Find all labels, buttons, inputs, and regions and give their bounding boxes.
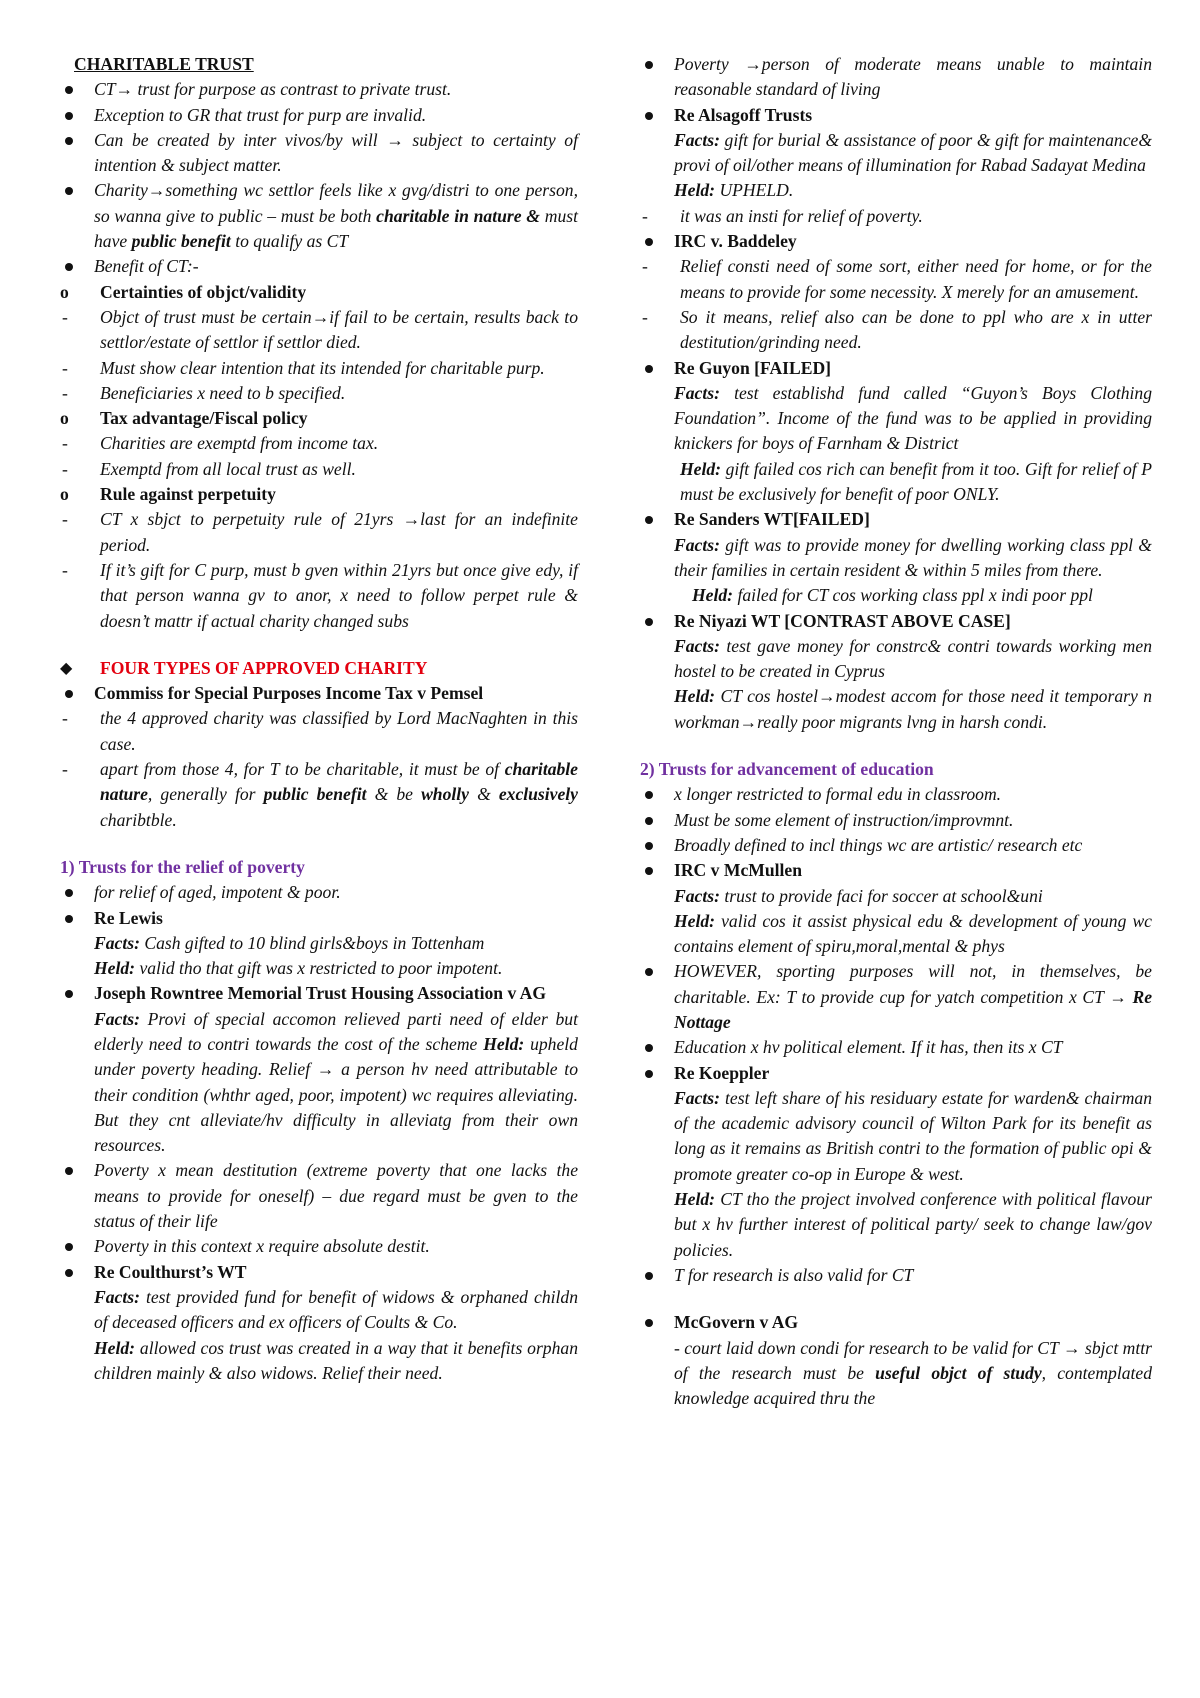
bullet-icon (640, 782, 658, 807)
bullet-icon (60, 1158, 78, 1183)
bullet-item: Benefit of CT:- (60, 254, 578, 279)
dash-icon: - (62, 433, 68, 454)
spacer (640, 1288, 1152, 1310)
bullet-item: Broadly defined to incl things wc are artistic/ research etc (640, 833, 1152, 858)
dash-item: - Must show clear intention that its intended for charitable purp. (60, 356, 578, 381)
case-detail: Held: UPHELD. (674, 180, 794, 201)
bullet-item: Can be created by inter vivos/by will → subject to certainty of intention & subject matter. (60, 128, 578, 179)
bullet-icon (60, 906, 78, 931)
bullet-icon (640, 833, 658, 858)
spacer (640, 735, 1152, 757)
bullet-icon (640, 1035, 658, 1060)
bullet-icon (60, 1234, 78, 1259)
case-heading: IRC v. Baddeley (640, 229, 1152, 254)
case-detail: Held: CT tho the project involved conference with political flavour but x hv further interest of political party/ seek to change law/gov policies. (674, 1189, 1152, 1260)
case-detail: Held: valid tho that gift was x restricted to poor impotent. (94, 958, 503, 979)
dash-icon: - (62, 509, 68, 530)
circle-bullet-icon: o (60, 408, 69, 429)
case-detail: Facts: test establishd fund called “Guyon’s Boys Clothing Foundation”. Income of the fund was to be applied in providing knickers for boys of Farnham & District (674, 382, 1152, 454)
case-detail: Held: failed for CT cos working class ppl x indi poor ppl (692, 585, 1093, 606)
dash-item: - Relief consti need of some sort, either need for home, or for the means to provide for some necessity. X merely for an amusement. (642, 256, 1152, 302)
case-heading: Re Niyazi WT [CONTRAST ABOVE CASE] (640, 609, 1152, 634)
bullet-item: HOWEVER, sporting purposes will not, in themselves, be charitable. Ex: T to provide cup for yatch competition x CT → Re Nottage (640, 959, 1152, 1035)
bullet-icon (60, 254, 78, 279)
dash-icon: - (62, 759, 68, 780)
sub-heading: o Certainties of objct/validity (60, 280, 578, 305)
bullet-icon (60, 880, 78, 905)
case-heading: Re Guyon [FAILED] (640, 356, 1152, 381)
bullet-item: Charity→something wc settlor feels like x gvg/distri to one person, so wanna give to public – must be both charitable in nature & must have public benefit to qualify as CT (60, 178, 578, 254)
dash-icon: - (62, 559, 68, 580)
section-heading: ◆ FOUR TYPES OF APPROVED CHARITY (60, 656, 578, 681)
bullet-item: Must be some element of instruction/improvmnt. (640, 808, 1152, 833)
case-detail: Facts: trust to provide faci for soccer at school&uni (674, 885, 1043, 906)
dash-item: - Charities are exemptd from income tax. (60, 431, 578, 456)
dash-item: - Objct of trust must be certain→if fail to be certain, results back to settlor/estate of settlor if settlor died. (62, 306, 578, 353)
case-heading: Re Sanders WT[FAILED] (640, 507, 1152, 532)
case-detail: Held: allowed cos trust was created in a way that it benefits orphan children mainly & also widows. Relief their need. (94, 1337, 578, 1383)
left-column (60, 52, 578, 1386)
dash-icon: - (62, 357, 68, 378)
bullet-icon (640, 808, 658, 833)
bullet-icon (60, 1260, 78, 1285)
case-heading: Commiss for Special Purposes Income Tax v Pemsel (60, 681, 578, 706)
dash-icon: - (62, 708, 68, 729)
section-heading: 2) Trusts for advancement of education (640, 759, 934, 780)
case-heading: McGovern v AG (640, 1310, 1152, 1335)
bullet-icon (640, 103, 658, 128)
bullet-icon (640, 52, 658, 77)
sub-heading: o Tax advantage/Fiscal policy (60, 406, 578, 431)
spacer (60, 833, 578, 855)
dash-item: - CT x sbjct to perpetuity rule of 21yrs →last for an indefinite period. (62, 509, 578, 555)
bullet-item: CT→ trust for purpose as contrast to private trust. (60, 77, 578, 102)
case-detail: Facts: gift was to provide money for dwelling working class ppl & their families in certain resident & within 5 miles from there. (674, 534, 1152, 580)
bullet-icon (640, 356, 658, 381)
bullet-icon (60, 981, 78, 1006)
case-heading: Joseph Rowntree Memorial Trust Housing Association v AG (60, 981, 578, 1006)
bullet-icon (640, 507, 658, 532)
dash-item: - it was an insti for relief of poverty. (640, 204, 1152, 229)
bullet-item: Education x hv political element. If it has, then its x CT (640, 1035, 1152, 1060)
sub-heading: o Rule against perpetuity (60, 482, 578, 507)
dash-icon: - (642, 205, 648, 226)
bullet-item: Poverty →person of moderate means unable to maintain reasonable standard of living (640, 52, 1152, 103)
dash-item: - Exemptd from all local trust as well. (60, 457, 578, 482)
spacer (60, 634, 578, 656)
bullet-icon (60, 77, 78, 102)
dash-item: - the 4 approved charity was classified by Lord MacNaghten in this case. (62, 708, 578, 754)
circle-bullet-icon: o (60, 281, 69, 302)
bullet-item: Poverty x mean destitution (extreme poverty that one lacks the means to provide for oneself) – due regard must be gven to the status of their life (60, 1158, 578, 1234)
dash-icon: - (62, 306, 68, 327)
case-heading: IRC v McMullen (640, 858, 1152, 883)
dash-icon: - (642, 256, 648, 277)
case-detail: Held: valid cos it assist physical edu & development of young wc contains element of spiru,moral,mental & phys (674, 910, 1152, 957)
section-heading: 1) Trusts for the relief of poverty (60, 856, 305, 877)
case-detail: Facts: test gave money for constrc& contri towards working men hostel to be created in Cyprus (674, 635, 1152, 682)
case-detail: Held: CT cos hostel→modest accom for those need it temporary n workman→really poor migrants lvng in harsh condi. (674, 686, 1152, 732)
bullet-item: T for research is also valid for CT (640, 1263, 1152, 1288)
case-detail: Held: gift failed cos rich can benefit from it too. Gift for relief of P must be exclusively for benefit of poor ONLY. (680, 458, 1152, 505)
bullet-item: x longer restricted to formal edu in classroom. (640, 782, 1152, 807)
dash-item: - apart from those 4, for T to be charitable, it must be of charitable nature, generally for public benefit & be wholly & exclusively charibtble. (62, 759, 578, 830)
bullet-icon (640, 1061, 658, 1086)
dash-icon: - (642, 306, 648, 327)
bullet-icon (640, 959, 658, 984)
dash-item: - If it’s gift for C purp, must b gven within 21yrs but once give edy, if that person wanna gv to anor, x need to follow perpet rule & doesn’t mattr if actual charity changed subs (62, 559, 578, 631)
circle-bullet-icon: o (60, 484, 69, 505)
case-detail: Facts: test left share of his residuary estate for warden& chairman of the academic advisory council of Wilton Park for its benefit as long as it remains as British contri to the formation of public opi & promote greater co-op in Europe & west. (674, 1087, 1152, 1184)
bullet-icon (640, 1310, 658, 1335)
dash-icon: - (62, 458, 68, 479)
dash-item: - Beneficiaries x need to b specified. (60, 381, 578, 406)
case-heading: Re Alsagoff Trusts (640, 103, 1152, 128)
bullet-icon (640, 609, 658, 634)
document-title: CHARITABLE TRUST (74, 54, 254, 74)
dash-icon: - (62, 382, 68, 403)
bullet-item: Poverty in this context x require absolute destit. (60, 1234, 578, 1259)
bullet-icon (60, 128, 78, 153)
bullet-icon (640, 858, 658, 883)
diamond-bullet-icon: ◆ (60, 659, 73, 677)
bullet-icon (60, 681, 78, 706)
bullet-item: Exception to GR that trust for purp are invalid. (60, 103, 578, 128)
bullet-icon (60, 103, 78, 128)
case-heading: Re Lewis (60, 906, 578, 931)
case-detail: - court laid down condi for research to be valid for CT → sbjct mttr of the research must be useful objct of study, contemplated knowledge acquired thru the (674, 1337, 1152, 1409)
bullet-icon (640, 1263, 658, 1288)
case-heading: Re Coulthurst’s WT (60, 1260, 578, 1285)
case-detail: Facts: Cash gifted to 10 blind girls&boys in Tottenham (94, 932, 485, 953)
case-detail: Facts: gift for burial & assistance of poor & gift for maintenance& provi of oil/other means of illumination for Rabad Sadayat Medina (674, 129, 1152, 176)
bullet-icon (60, 178, 78, 203)
case-detail: Facts: test provided fund for benefit of widows & orphaned childn of deceased officers and ex officers of Coults & Co. (94, 1286, 578, 1333)
bullet-item: for relief of aged, impotent & poor. (60, 880, 578, 905)
case-detail: Facts: Provi of special accomon relieved parti need of elder but elderly need to contri towards the cost of the scheme Held: upheld under poverty heading. Relief → a person hv need attributable to their condition (whthr aged, poor, impotent) wc requires alleviating. But they cnt alleviate/hv difficulty in alleviatg from their own resources. (94, 1008, 578, 1156)
case-heading: Re Koeppler (640, 1061, 1152, 1086)
bullet-icon (640, 229, 658, 254)
dash-item: - So it means, relief also can be done to ppl who are x in utter destitution/grinding need. (642, 306, 1152, 353)
right-column (640, 52, 1152, 1411)
